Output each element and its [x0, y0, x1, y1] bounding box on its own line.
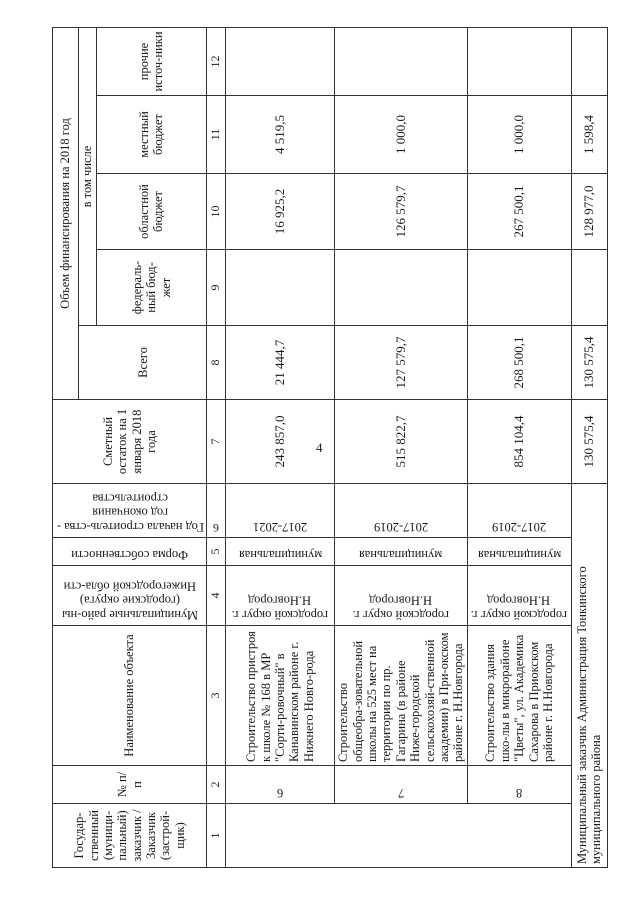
index-cell: 8 — [207, 326, 226, 400]
header-ownership-text: Форма собственности — [71, 548, 189, 562]
header-federal: федераль-ный бюд-жет — [96, 250, 207, 326]
row-total: 21 444,7 — [226, 326, 335, 400]
row-num-text: 8 — [516, 786, 523, 800]
row-regional: 126 579,7 — [334, 174, 467, 250]
row-num-text: 6 — [277, 786, 284, 800]
summary-remaining: 130 575,4 — [571, 400, 607, 484]
index-cell: 12 — [207, 27, 226, 95]
index-cell: 9 — [207, 250, 226, 326]
row-total: 127 579,7 — [334, 326, 467, 400]
header-municipality — [53, 566, 207, 626]
row-remaining: 243 857,0 — [226, 400, 335, 484]
index-cell: 2 — [207, 766, 226, 804]
row-total: 268 500,1 — [468, 326, 572, 400]
index-cell: 1 — [207, 804, 226, 868]
row-regional: 16 925,2 — [226, 174, 335, 250]
row-remaining: 515 822,7 — [334, 400, 467, 484]
row-years-text: 2017-2019 — [492, 520, 547, 534]
summary-row — [571, 27, 607, 867]
summary-total: 130 575,4 — [571, 326, 607, 400]
index-cell: 11 — [207, 96, 226, 174]
row-num — [334, 766, 467, 804]
table-row — [226, 27, 335, 867]
row-years-text: 2017-2021 — [253, 520, 308, 534]
row-municipality-text: городской округ г. Н.Новгород — [231, 593, 329, 622]
row-years — [226, 484, 335, 538]
header-years-text: Год начала строитель-ства - год окончания строительства — [56, 491, 204, 534]
row-ownership-text: муниципальная — [359, 548, 443, 562]
customer-cell — [226, 804, 571, 868]
row-local: 1 000,0 — [468, 96, 572, 174]
header-funding-group: Объем финансирования на 2018 год — [53, 27, 79, 399]
row-other — [334, 27, 467, 95]
header-row-1 — [53, 27, 79, 867]
row-name: Строительство пристроя к школе № 168 в МР "Сорти-ровочный" в Канавинском районе г. Нижнего Новго-рода — [226, 626, 335, 766]
index-cell: 10 — [207, 174, 226, 250]
header-municipality-text: Муниципальные райо-ны (городские округа) Нижегородской обла-сти — [61, 579, 198, 622]
summary-regional: 128 977,0 — [571, 174, 607, 250]
row-name: Строительство общеобра-зовательной школы на 525 мест на территории по пр. Гагарина (в районе Ниже-городской сельскохозяй-ственной академии) в При-окском районе г. Н.Новгорода — [334, 626, 467, 766]
row-federal — [226, 250, 335, 326]
row-remaining: 854 104,4 — [468, 400, 572, 484]
row-ownership-text: муниципальная — [477, 548, 562, 562]
row-municipality — [226, 566, 335, 626]
summary-label: Муниципальный заказчик Администрация Тонкинского муниципального района — [571, 484, 607, 868]
header-name: Наименование объекта — [53, 626, 207, 766]
index-cell-text: 6 — [213, 521, 220, 535]
table-row — [334, 27, 467, 867]
row-other — [468, 27, 572, 95]
header-regional: областной бюджет — [96, 174, 207, 250]
row-municipality — [468, 566, 572, 626]
index-cell: 5 — [207, 538, 226, 566]
header-in-that: в том числе — [79, 27, 96, 325]
page-number: 4 — [316, 440, 323, 455]
index-row — [207, 27, 226, 867]
table-row — [468, 27, 572, 867]
row-ownership — [226, 538, 335, 566]
header-other: прочие источ-ники — [96, 27, 207, 95]
row-federal — [334, 250, 467, 326]
row-years — [334, 484, 467, 538]
row-local: 1 000,0 — [334, 96, 467, 174]
row-municipality-text: городской округ г. Н.Новгород — [352, 593, 450, 622]
row-ownership — [468, 538, 572, 566]
header-remaining: Сметный остаток на 1 января 2018 года — [53, 400, 207, 484]
header-local: местный бюджет — [96, 96, 207, 174]
header-ownership — [53, 538, 207, 566]
index-cell: 3 — [207, 626, 226, 766]
row-federal — [468, 250, 572, 326]
header-customer: Государ-ственный (муници-пальный) заказчик / Заказчик (застрой-щик) — [53, 804, 207, 868]
row-num — [468, 766, 572, 804]
funding-table — [52, 27, 608, 868]
row-ownership — [334, 538, 467, 566]
row-num-text: 7 — [397, 786, 405, 800]
index-cell: 4 — [207, 566, 226, 626]
header-years — [53, 484, 207, 538]
index-cell: 7 — [207, 400, 226, 484]
summary-local: 1 598,4 — [571, 96, 607, 174]
row-other — [226, 27, 335, 95]
summary-other — [571, 27, 607, 95]
row-num — [226, 766, 335, 804]
row-local: 4 519,5 — [226, 96, 335, 174]
header-total: Всего — [79, 326, 207, 400]
row-years — [468, 484, 572, 538]
summary-federal — [571, 250, 607, 326]
row-municipality — [334, 566, 467, 626]
row-years-text: 2017-2019 — [373, 520, 429, 534]
rotated-table-sheet — [52, 28, 608, 868]
header-num: № п/п — [53, 766, 207, 804]
row-name: Строительство здания шко-лы в микрорайоне "Цветы", ул. Академика Сахарова в Приокском районе г. Н.Новгорода — [468, 626, 572, 766]
row-ownership-text: муниципальная — [238, 548, 322, 562]
row-municipality-text: городской округ г. Н.Новгород — [471, 593, 568, 622]
index-cell — [207, 484, 226, 538]
row-regional: 267 500,1 — [468, 174, 572, 250]
